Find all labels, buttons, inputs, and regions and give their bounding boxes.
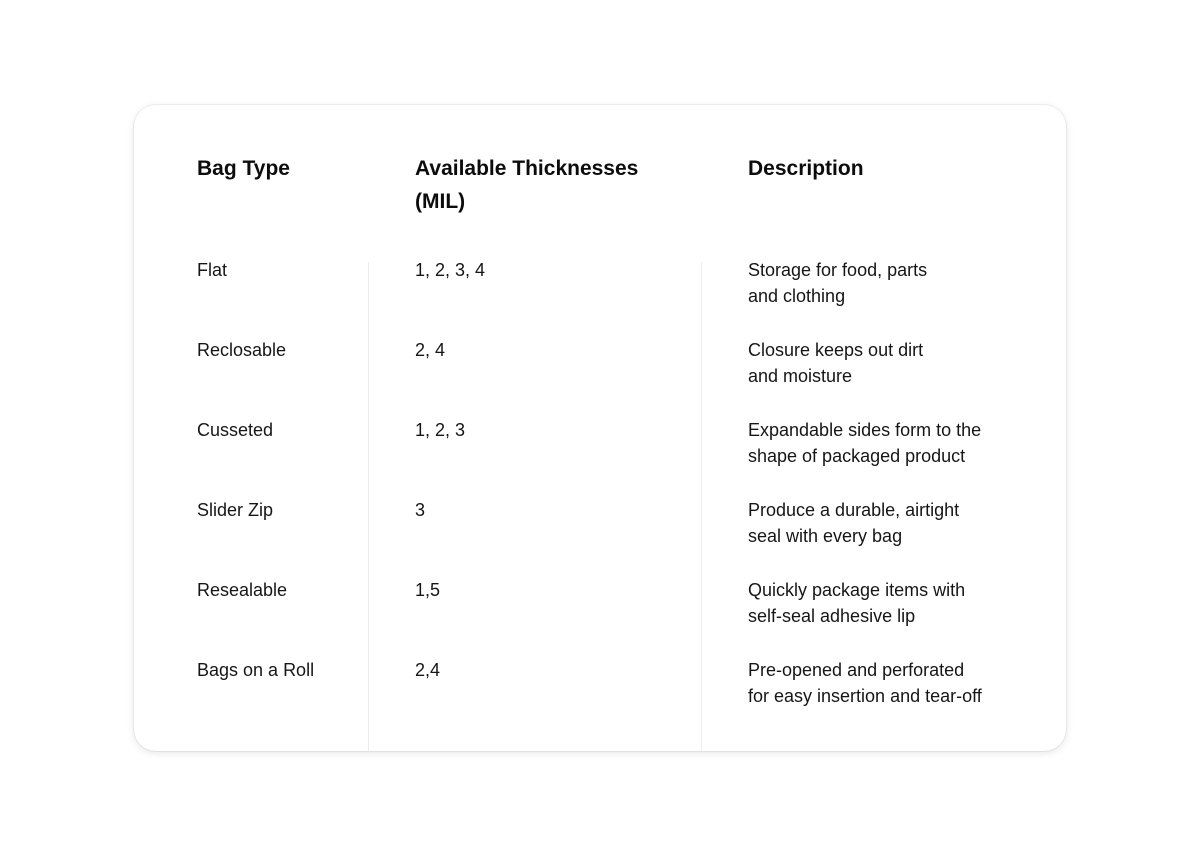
cell-description-line2: self-seal adhesive lip xyxy=(748,606,916,626)
cell-description xyxy=(748,257,1048,309)
cell-description xyxy=(748,417,1048,469)
cell-bag-type: Cusseted xyxy=(197,420,274,440)
header-bag-type: Bag Type xyxy=(197,157,290,180)
cell-description-line2: and clothing xyxy=(748,286,846,306)
bag-table-card xyxy=(134,105,1066,751)
table-row xyxy=(134,417,1066,497)
cell-description-line2: seal with every bag xyxy=(748,526,903,546)
cell-thickness: 2, 4 xyxy=(415,340,446,360)
cell-description-line2: for easy insertion and tear-off xyxy=(748,686,982,706)
cell-description-line1: Storage for food, parts xyxy=(748,260,928,280)
cell-bag-type: Bags on a Roll xyxy=(197,660,315,680)
cell-bag-type: Flat xyxy=(197,260,228,280)
cell-bag-type: Slider Zip xyxy=(197,500,274,520)
cell-description xyxy=(748,337,1048,389)
cell-thickness: 3 xyxy=(415,500,426,520)
header-thicknesses-line2: (MIL) xyxy=(415,190,466,213)
table-row xyxy=(134,497,1066,577)
cell-thickness: 1, 2, 3, 4 xyxy=(415,260,486,280)
cell-description-line1: Closure keeps out dirt xyxy=(748,340,924,360)
cell-description xyxy=(748,577,1048,629)
header-description: Description xyxy=(748,157,864,180)
cell-bag-type: Resealable xyxy=(197,580,288,600)
cell-description-line2: shape of packaged product xyxy=(748,446,966,466)
table-row xyxy=(134,257,1066,337)
cell-description-line1: Quickly package items with xyxy=(748,580,966,600)
cell-description-line2: and moisture xyxy=(748,366,853,386)
cell-description-line1: Expandable sides form to the xyxy=(748,420,982,440)
cell-description-line1: Produce a durable, airtight xyxy=(748,500,960,520)
header-thicknesses xyxy=(415,152,685,218)
cell-bag-type: Reclosable xyxy=(197,340,287,360)
table-row xyxy=(134,657,1066,737)
cell-thickness: 2,4 xyxy=(415,660,441,680)
cell-description-line1: Pre-opened and perforated xyxy=(748,660,965,680)
header-thicknesses-line1: Available Thicknesses xyxy=(415,157,639,180)
cell-thickness: 1, 2, 3 xyxy=(415,420,466,440)
cell-description xyxy=(748,497,1048,549)
cell-description xyxy=(748,657,1048,709)
cell-thickness: 1,5 xyxy=(415,580,441,600)
table-row xyxy=(134,337,1066,417)
table-row xyxy=(134,577,1066,657)
